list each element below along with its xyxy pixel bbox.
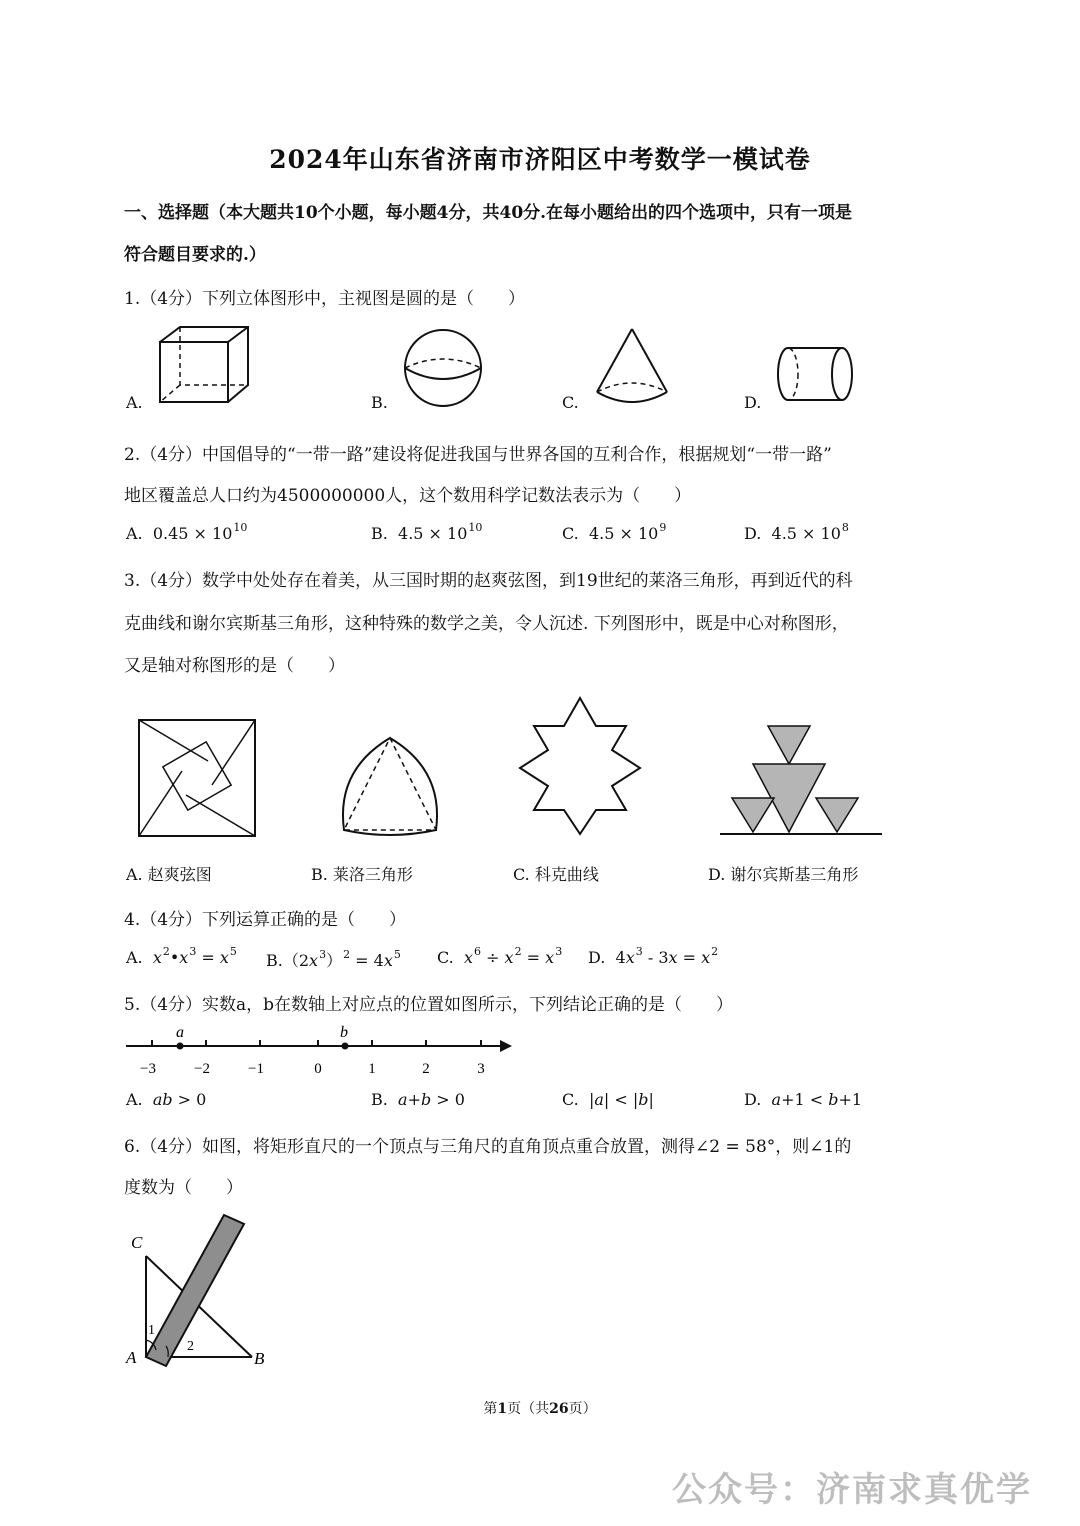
- q1-option-b-label: B.: [371, 393, 388, 412]
- page-title: 2024年山东省济南市济阳区中考数学一模试卷: [269, 145, 811, 174]
- q5-tick-label: 1: [368, 1061, 376, 1077]
- q3-koch-snowflake-figure: [514, 692, 646, 836]
- q6-label-b: B: [254, 1349, 265, 1368]
- q5-option-c: C. |a| < |b|: [562, 1090, 654, 1109]
- q6-ruler-triangle-figure: [124, 1210, 274, 1370]
- q1-option-a-label: A.: [126, 393, 143, 412]
- q1-option-d-label: D.: [744, 393, 762, 412]
- q4-option-c: C. $x^6 \div x^2 = x^3$: [437, 945, 563, 967]
- q5-point-a-dot: [177, 1043, 184, 1050]
- q5-option-a: A. ab > 0: [126, 1090, 207, 1109]
- q2-option-a: A. $0.45 \times 10^{10}$: [126, 521, 248, 543]
- q4-option-a: A. $x^2•x^3 = x^5$: [126, 945, 237, 967]
- q5-tick-label: −2: [194, 1061, 210, 1077]
- q6-label-c: C: [131, 1233, 143, 1252]
- q3-option-c: C. 科克曲线: [513, 865, 599, 884]
- q5-tick-label: −3: [140, 1061, 156, 1077]
- page-footer: 第1页（共26页）: [483, 1401, 597, 1417]
- q2-option-d: D. $4.5 \times 10^8$: [744, 521, 849, 543]
- question-6-line2: 度数为（ ）: [124, 1178, 243, 1198]
- question-1-stem: 1.（4分）下列立体图形中，主视图是圆的是（ ）: [124, 289, 526, 309]
- question-3-line3: 又是轴对称图形的是（ ）: [124, 656, 345, 676]
- q2-option-b: B. $4.5 \times 10^{10}$: [371, 521, 483, 543]
- q1-option-c-label: C.: [562, 393, 579, 412]
- q3-option-a: A. 赵爽弦图: [126, 865, 212, 884]
- question-6-line1: 6.（4分）如图，将矩形直尺的一个顶点与三角尺的直角顶点重合放置，测得∠2 = 58°，则∠1的: [124, 1137, 852, 1157]
- q1-cube-figure: [156, 324, 256, 406]
- q4-option-b: $B.(2x^3)^2 = 4x^5$: [266, 948, 401, 970]
- q5-option-b: B. a+b > 0: [371, 1090, 465, 1109]
- q1-cone-figure: [592, 326, 672, 408]
- q1-cylinder-figure: [776, 346, 858, 406]
- q5-tick-label: 0: [314, 1061, 322, 1077]
- q3-option-d: D. 谢尔宾斯基三角形: [708, 865, 859, 884]
- question-2-line1: 2.（4分）中国倡导的“一带一路”建设将促进我国与世界各国的互利合作，根据规划“一带一路”: [124, 445, 832, 465]
- question-5-stem: 5.（4分）实数a，b在数轴上对应点的位置如图所示，下列结论正确的是（ ）: [124, 995, 734, 1015]
- q1-sphere-figure: [402, 328, 486, 410]
- watermark: 公众号：济南求真优学: [672, 1470, 1032, 1510]
- section-heading-line2: 符合题目要求的.）: [124, 245, 266, 265]
- question-3-line1: 3.（4分）数学中处处存在着美，从三国时期的赵爽弦图，到19世纪的莱洛三角形，再到近代的科: [124, 571, 853, 591]
- q2-option-c: C. $4.5 \times 10^9$: [562, 521, 667, 543]
- q5-tick-label: −1: [248, 1061, 264, 1077]
- q5-point-a-label: a: [176, 1024, 184, 1041]
- q5-number-line: [124, 1022, 524, 1078]
- question-3-line2: 克曲线和谢尔宾斯基三角形，这种特殊的数学之美，令人沉述. 下列图形中，既是中心对称图形，: [124, 614, 849, 634]
- question-4-stem: 4.（4分）下列运算正确的是（ ）: [124, 910, 407, 930]
- q5-point-b-dot: [342, 1043, 349, 1050]
- q6-angle-1-label: 1: [148, 1323, 155, 1338]
- q3-option-b: B. 莱洛三角形: [311, 865, 413, 884]
- q5-point-b-label: b: [340, 1024, 348, 1041]
- question-2-line2: 地区覆盖总人口约为4500000000人，这个数用科学记数法表示为（ ）: [124, 486, 692, 506]
- q6-angle-2-label: 2: [187, 1339, 194, 1354]
- q6-label-a: A: [126, 1348, 137, 1367]
- q5-tick-label: 3: [477, 1061, 485, 1077]
- q5-option-d: D. a+1 < b+1: [744, 1090, 863, 1109]
- q5-tick-label: 2: [422, 1061, 430, 1077]
- q3-sierpinski-figure: [718, 724, 884, 836]
- section-heading-line1: 一、选择题（本大题共10个小题，每小题4分，共40分.在每小题给出的四个选项中，只有一项是: [124, 203, 853, 223]
- q4-option-d: D. $4x^3 - 3x = x^2$: [588, 945, 719, 967]
- q3-zhao-shuang-figure: [136, 717, 260, 841]
- q3-reuleaux-figure: [336, 734, 444, 838]
